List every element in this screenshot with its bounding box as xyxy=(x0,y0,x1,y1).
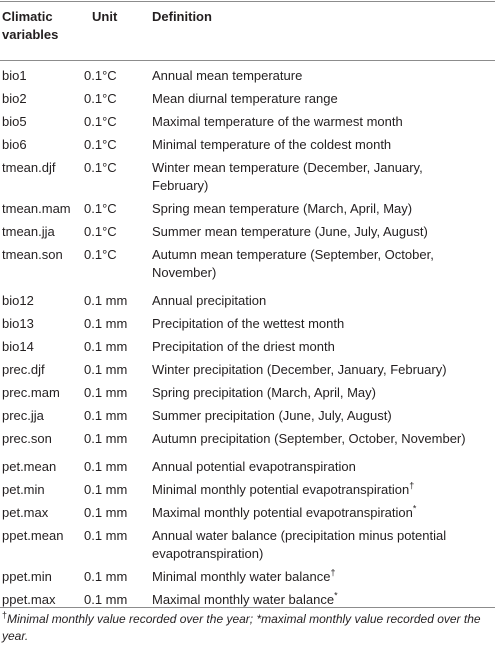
cell-variable: pet.min xyxy=(2,482,45,497)
definition-text: Winter mean temperature (December, January, February) xyxy=(152,160,423,193)
cell-definition xyxy=(152,110,482,133)
cell-variable: pet.mean xyxy=(2,459,57,474)
definition-text: Minimal monthly potential evapotranspiration xyxy=(152,482,410,497)
cell-definition xyxy=(152,312,482,335)
top-rule xyxy=(0,1,495,2)
definition-text: Maximal monthly water balance xyxy=(152,592,335,607)
cell-unit: 0.1 mm xyxy=(84,316,128,331)
cell-variable: ppet.mean xyxy=(2,528,64,543)
definition-text: Precipitation of the wettest month xyxy=(152,316,345,331)
bottom-rule xyxy=(0,607,495,608)
cell-unit: 0.1 mm xyxy=(84,408,128,423)
cell-variable: tmean.jja xyxy=(2,224,55,239)
footnote-marker: * xyxy=(334,590,338,601)
cell-unit: 0.1°C xyxy=(84,137,117,152)
table-row xyxy=(0,312,495,335)
cell-unit: 0.1°C xyxy=(84,247,117,262)
table-footnote xyxy=(2,611,492,645)
cell-definition xyxy=(152,381,482,404)
cell-unit: 0.1 mm xyxy=(84,362,128,377)
cell-variable: bio6 xyxy=(2,137,27,152)
cell-definition xyxy=(152,565,482,588)
cell-variable: prec.djf xyxy=(2,362,45,377)
table-row xyxy=(0,110,495,133)
cell-definition xyxy=(152,427,482,450)
footnote-marker: * xyxy=(412,503,417,514)
definition-text: Annual potential evapotranspiration xyxy=(152,459,356,474)
table-row xyxy=(0,524,495,565)
cell-definition xyxy=(152,243,482,284)
cell-unit: 0.1°C xyxy=(84,160,117,175)
definition-text: Maximal monthly potential evapotranspiration xyxy=(152,505,413,520)
cell-unit: 0.1°C xyxy=(84,68,117,83)
cell-unit: 0.1 mm xyxy=(84,431,128,446)
cell-definition xyxy=(152,404,482,427)
cell-unit: 0.1°C xyxy=(84,91,117,106)
footnote-marker: † xyxy=(330,567,336,578)
cell-unit: 0.1 mm xyxy=(84,459,128,474)
header-unit: Unit xyxy=(92,9,118,24)
cell-unit: 0.1°C xyxy=(84,201,117,216)
definition-text: Autumn precipitation (September, October, November) xyxy=(152,431,466,446)
cell-variable: pet.max xyxy=(2,505,49,520)
table-row xyxy=(0,565,495,588)
table-row xyxy=(0,404,495,427)
cell-variable: bio5 xyxy=(2,114,27,129)
cell-definition xyxy=(152,524,482,565)
table-row xyxy=(0,427,495,450)
cell-unit: 0.1 mm xyxy=(84,528,128,543)
table-row xyxy=(0,133,495,156)
cell-variable: prec.mam xyxy=(2,385,60,400)
table-row xyxy=(0,478,495,501)
cell-variable: tmean.mam xyxy=(2,201,71,216)
definition-text: Precipitation of the driest month xyxy=(152,339,335,354)
cell-definition xyxy=(152,358,482,381)
table-row xyxy=(0,64,495,87)
cell-variable: tmean.son xyxy=(2,247,63,262)
definition-text: Mean diurnal temperature range xyxy=(152,91,338,106)
cell-variable: bio14 xyxy=(2,339,34,354)
cell-definition xyxy=(152,478,482,501)
table-row xyxy=(0,358,495,381)
table-row xyxy=(0,197,495,220)
definition-text: Annual precipitation xyxy=(152,293,267,308)
table-row xyxy=(0,455,495,478)
cell-definition xyxy=(152,87,482,110)
cell-definition xyxy=(152,501,482,524)
cell-definition xyxy=(152,455,482,478)
footnote-marker: † xyxy=(409,480,415,491)
definition-text: Minimal monthly water balance xyxy=(152,569,331,584)
definition-text: Summer mean temperature (June, July, August) xyxy=(152,224,428,239)
footnote-dagger-symbol: † xyxy=(2,610,8,620)
table-row xyxy=(0,156,495,197)
cell-definition xyxy=(152,156,482,197)
cell-variable: ppet.min xyxy=(2,569,52,584)
definition-text: Annual water balance (precipitation minus potential evapotranspiration) xyxy=(152,528,447,561)
definition-text: Winter precipitation (December, January, February) xyxy=(152,362,447,377)
header-climatic-variables: Climatic variables xyxy=(2,9,59,42)
table-row xyxy=(0,289,495,312)
definition-text: Maximal temperature of the warmest month xyxy=(152,114,403,129)
cell-unit: 0.1°C xyxy=(84,114,117,129)
table-row xyxy=(0,335,495,358)
cell-definition xyxy=(152,197,482,220)
table-row xyxy=(0,501,495,524)
cell-variable: ppet.max xyxy=(2,592,56,607)
cell-unit: 0.1 mm xyxy=(84,339,128,354)
cell-variable: bio13 xyxy=(2,316,34,331)
cell-definition xyxy=(152,220,482,243)
cell-unit: 0.1 mm xyxy=(84,482,128,497)
table-row xyxy=(0,220,495,243)
cell-definition xyxy=(152,289,482,312)
definition-text: Summer precipitation (June, July, August) xyxy=(152,408,392,423)
cell-variable: bio12 xyxy=(2,293,34,308)
cell-unit: 0.1 mm xyxy=(84,569,128,584)
header-rule xyxy=(0,60,495,61)
footnote-text: Minimal monthly value recorded over the year; *maximal monthly value recorded over the year. xyxy=(2,612,481,643)
table-row xyxy=(0,87,495,110)
definition-text: Minimal temperature of the coldest month xyxy=(152,137,392,152)
cell-variable: tmean.djf xyxy=(2,160,56,175)
cell-unit: 0.1 mm xyxy=(84,293,128,308)
definition-text: Spring mean temperature (March, April, May) xyxy=(152,201,413,216)
cell-variable: prec.son xyxy=(2,431,52,446)
cell-definition xyxy=(152,133,482,156)
definition-text: Annual mean temperature xyxy=(152,68,303,83)
cell-definition xyxy=(152,335,482,358)
cell-variable: prec.jja xyxy=(2,408,44,423)
definition-text: Spring precipitation (March, April, May) xyxy=(152,385,376,400)
cell-variable: bio1 xyxy=(2,68,27,83)
cell-unit: 0.1 mm xyxy=(84,505,128,520)
cell-definition xyxy=(152,64,482,87)
cell-variable: bio2 xyxy=(2,91,27,106)
table-body xyxy=(0,64,495,611)
header-definition: Definition xyxy=(152,9,212,24)
cell-unit: 0.1°C xyxy=(84,224,117,239)
definition-text: Autumn mean temperature (September, October, November) xyxy=(152,247,434,280)
table-row xyxy=(0,381,495,404)
cell-unit: 0.1 mm xyxy=(84,592,128,607)
cell-unit: 0.1 mm xyxy=(84,385,128,400)
table-row xyxy=(0,243,495,284)
